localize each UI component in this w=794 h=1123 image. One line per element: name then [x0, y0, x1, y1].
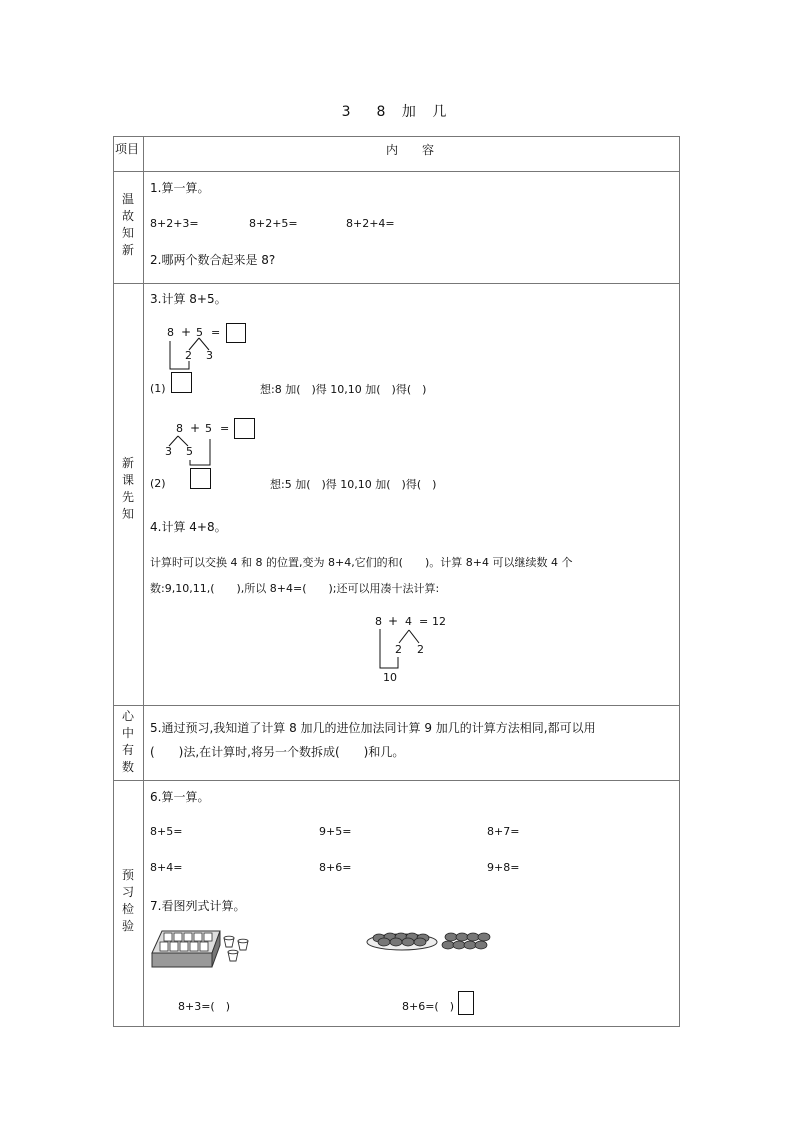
q3-title: 3.计算 8+5。	[150, 292, 227, 306]
cup-crate-picture	[150, 925, 256, 970]
q3-line2-label: (2)	[150, 477, 166, 490]
q2-title: 2.哪两个数合起来是 8?	[150, 253, 276, 267]
q4-title: 4.计算 4+8。	[150, 520, 227, 534]
q4-para2: 数:9,10,11,( ),所以 8+4=( );还可以用凑十法计算:	[150, 582, 440, 595]
q3-diag2-split1: 3	[165, 445, 172, 458]
q6-title: 6.算一算。	[150, 790, 210, 804]
q3-diag2-b: 5	[205, 422, 212, 435]
answer-box[interactable]	[190, 468, 211, 489]
q3-line2-text: 想:5 加( )得 10,10 加( )得( )	[270, 478, 437, 491]
q3-line1-label: (1)	[150, 382, 166, 395]
q5-line1: 5.通过预习,我知道了计算 8 加几的进位加法同计算 9 加几的计算方法相同,都可以用	[150, 721, 596, 735]
q4-diag-split1: 2	[395, 643, 402, 656]
page-title: 3 8 加 几	[341, 104, 453, 120]
answer-box[interactable]	[458, 991, 474, 1015]
q1-item-1: 8+2+3=	[150, 217, 199, 230]
q3-diag2-split2: 5	[186, 445, 193, 458]
q4-diag-result: 12	[432, 615, 446, 628]
q4-diag-ten: 10	[383, 671, 397, 684]
q3-diag1-a: 8	[167, 326, 174, 339]
q3-diag1-eq: =	[211, 326, 221, 339]
section-label-check-text: 预习检验	[121, 868, 134, 933]
q4-diag-eq: =	[419, 615, 429, 628]
q6-r1-c3: 8+7=	[487, 825, 520, 838]
q7-eq1: 8+3=( )	[178, 1000, 231, 1013]
q6-r2-c3: 9+8=	[487, 861, 520, 874]
q4-diag-split2: 2	[417, 643, 424, 656]
q4-diag-op: +	[388, 614, 399, 628]
q6-r2-c1: 8+4=	[150, 861, 183, 874]
q3-diag2-op: +	[190, 421, 201, 435]
q5-line2: ( )法,在计算时,将另一个数拆成( )和几。	[150, 745, 405, 759]
q4-diag-a: 8	[375, 615, 382, 628]
q3-diag1-op: +	[181, 325, 192, 339]
q4-para1: 计算时可以交换 4 和 8 的位置,变为 8+4,它们的和( )。计算 8+4 可以继续数 4 个	[150, 556, 573, 569]
q1-item-2: 8+2+5=	[249, 217, 298, 230]
q6-r1-c2: 9+5=	[319, 825, 352, 838]
q3-line1-text: 想:8 加( )得 10,10 加( )得( )	[260, 383, 427, 396]
header-content: 内 容	[386, 143, 435, 157]
q7-title: 7.看图列式计算。	[150, 899, 246, 913]
q1-title: 1.算一算。	[150, 181, 210, 195]
q3-diag1-b: 5	[196, 326, 203, 339]
q6-r2-c2: 8+6=	[319, 861, 352, 874]
q3-diag2-eq: =	[220, 422, 230, 435]
q1-item-3: 8+2+4=	[346, 217, 395, 230]
q3-diag1-split1: 2	[185, 349, 192, 362]
section-label-new-text: 新课先知	[121, 456, 134, 521]
q4-diag-b: 4	[405, 615, 412, 628]
buns-picture	[366, 925, 492, 955]
answer-box[interactable]	[234, 418, 255, 439]
header-project: 项目	[115, 142, 140, 156]
section-label-summary-text: 心中有数	[121, 709, 134, 774]
q6-r1-c1: 8+5=	[150, 825, 183, 838]
q3-diag2-a: 8	[176, 422, 183, 435]
q3-diag1-split2: 3	[206, 349, 213, 362]
q7-eq2: 8+6=( )	[402, 1000, 455, 1013]
answer-box[interactable]	[171, 372, 192, 393]
section-label-review-text: 温故知新	[121, 192, 134, 257]
